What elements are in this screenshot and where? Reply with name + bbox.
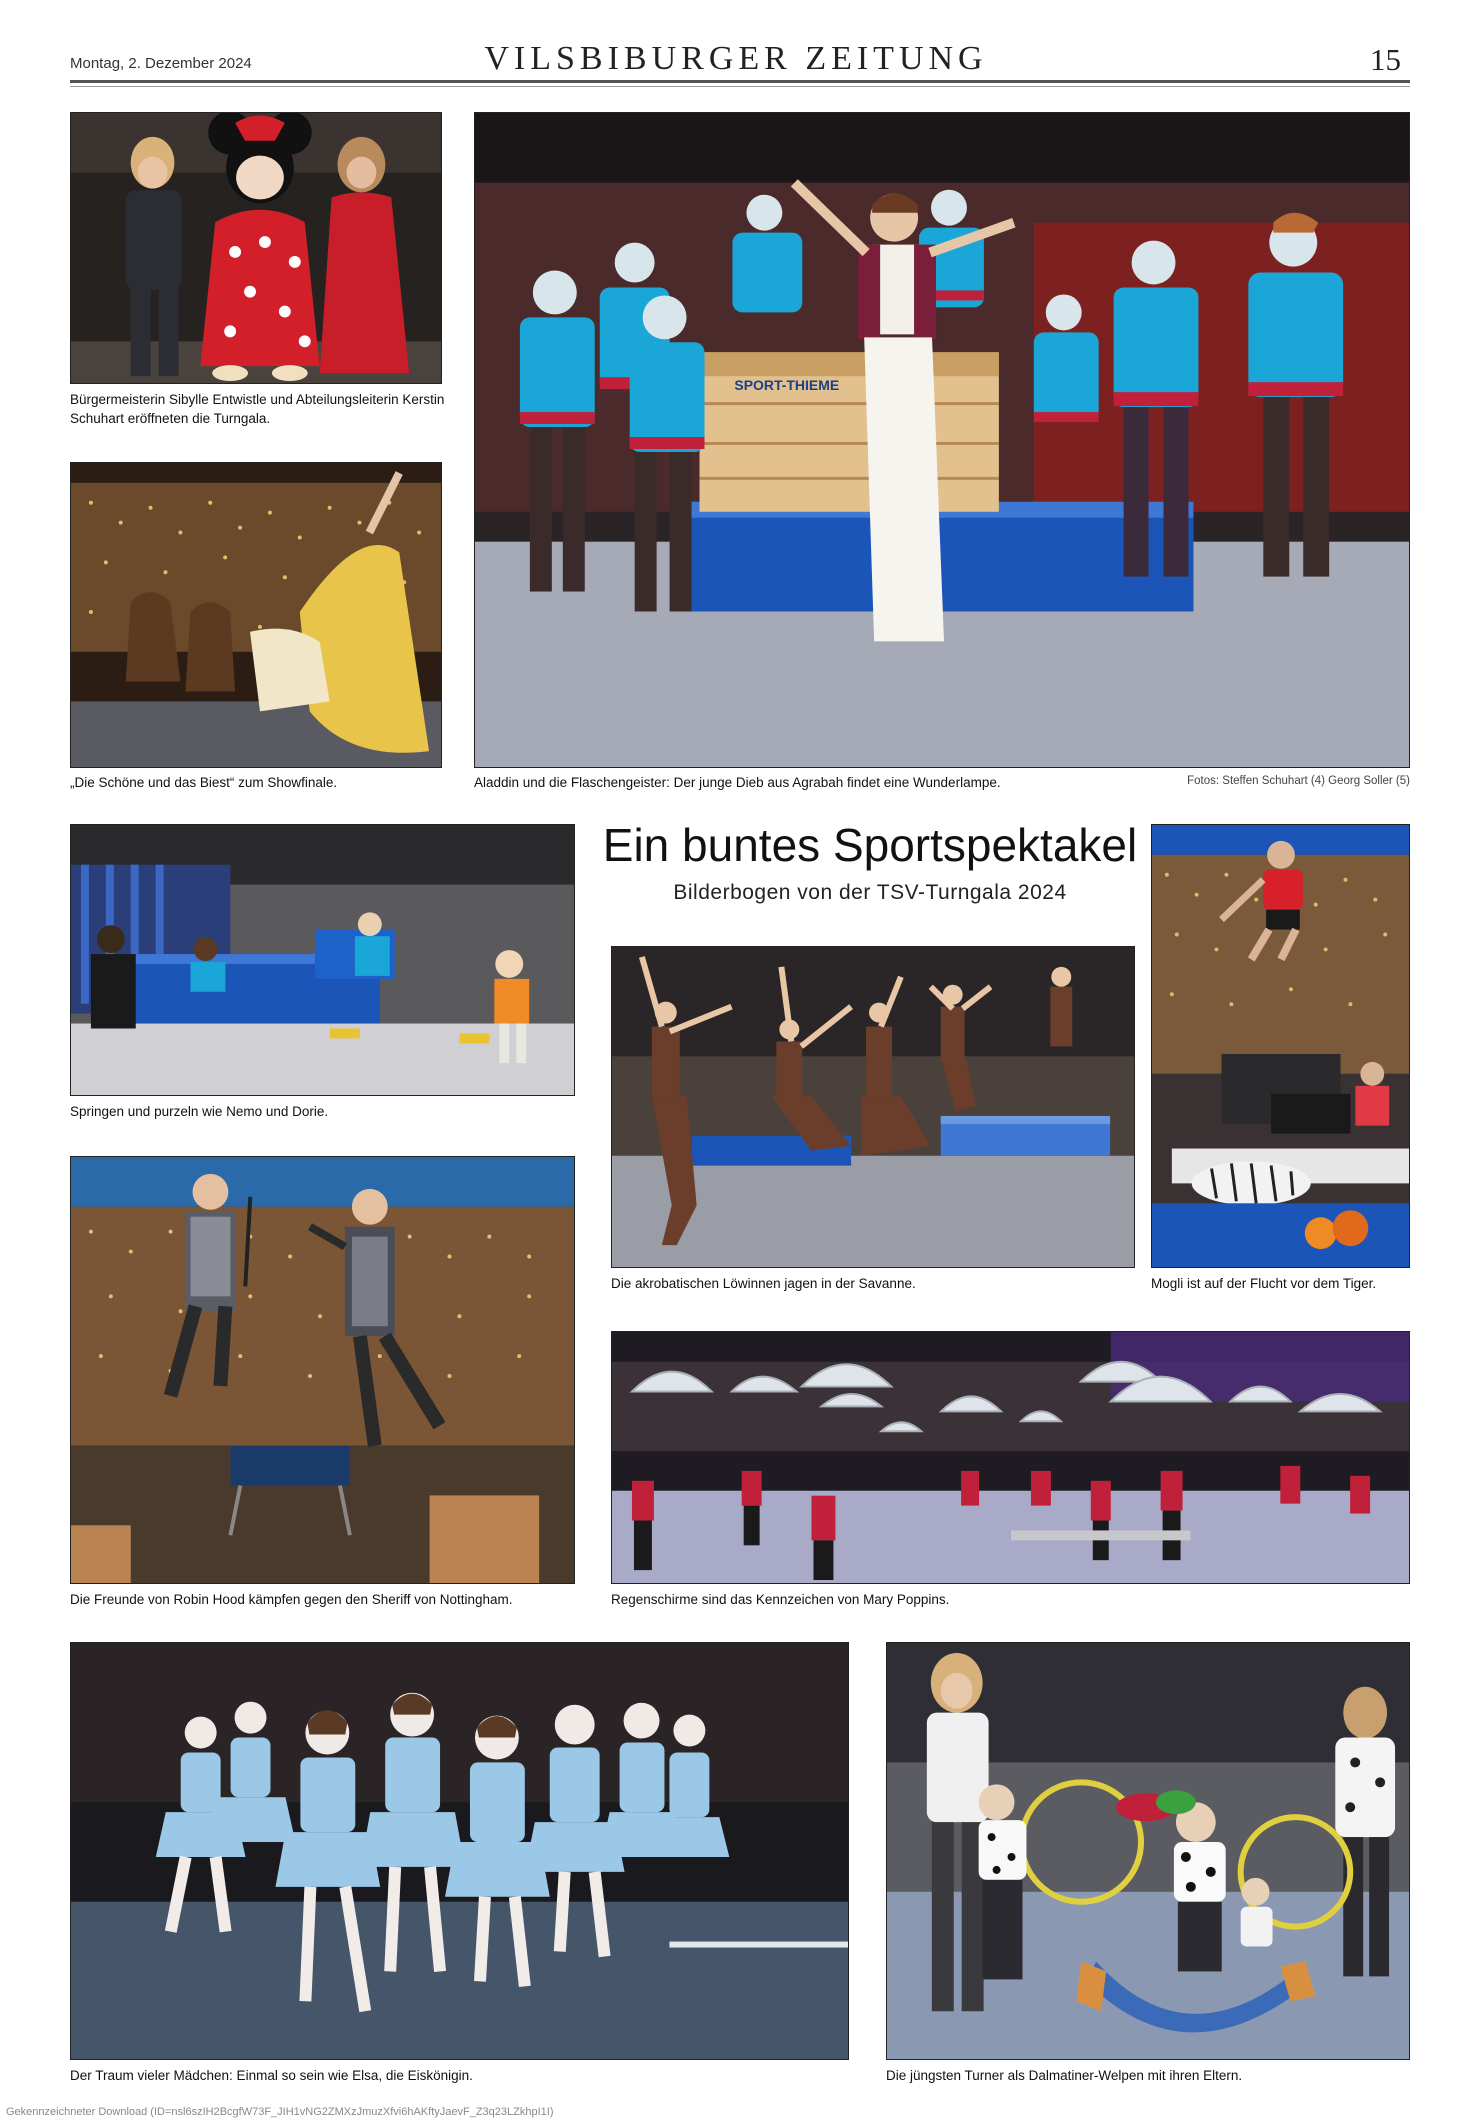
- newspaper-name: VILSBIBURGER ZEITUNG: [484, 40, 988, 77]
- issue-date: Montag, 2. Dezember 2024: [70, 55, 252, 72]
- caption-nemo-dorie: Springen und purzeln wie Nemo und Dorie.: [70, 1104, 329, 1119]
- caption-dalmatians: Die jüngsten Turner als Dalmatiner-Welpen mit ihren Eltern.: [886, 2068, 1243, 2083]
- photo-elsa: [70, 1642, 849, 2060]
- caption-mary-poppins: Regenschirme sind das Kennzeichen von Mary Poppins.: [611, 1592, 950, 1607]
- article-headline: Ein buntes Sportspektakel: [602, 819, 1138, 871]
- photo-opening: [70, 112, 442, 384]
- photo-beauty-and-beast: [70, 462, 442, 768]
- caption-beauty-and-beast: „Die Schöne und das Biest“ zum Showfinale.: [70, 775, 338, 790]
- article-subheadline: Bilderbogen von der TSV-Turngala 2024: [673, 881, 1067, 904]
- caption-aladdin: Aladdin und die Flaschengeister: Der junge Dieb aus Agrabah findet eine Wunderlampe.: [474, 775, 1001, 790]
- photo-credit: Fotos: Steffen Schuhart (4) Georg Soller (5): [1187, 775, 1410, 787]
- header-rule: [70, 80, 1410, 83]
- photo-robin-hood: [70, 1156, 575, 1584]
- photo-nemo-dorie: [70, 824, 575, 1096]
- photo-lionesses: [611, 946, 1135, 1268]
- caption-opening: Bürgermeisterin Sibylle Entwistle und Abteilungsleiterin Kerstin Schuhart eröffneten die Turngala.: [70, 392, 445, 426]
- box-brand-label: SPORT-THIEME: [734, 377, 840, 394]
- header-rule-thin: [70, 86, 1410, 87]
- download-watermark: Gekennzeichneter Download (ID=nsl6szIH2BcgfW73F_JIH1vNG2ZMXzJmuzXfvi6hAKftyJaevF_Z3q23LZkhpI1I): [6, 2106, 554, 2118]
- photo-mary-poppins: [611, 1331, 1410, 1584]
- photo-mogli: [1151, 824, 1410, 1268]
- caption-elsa: Der Traum vieler Mädchen: Einmal so sein wie Elsa, die Eiskönigin.: [70, 2068, 473, 2083]
- caption-mogli: Mogli ist auf der Flucht vor dem Tiger.: [1151, 1276, 1377, 1291]
- caption-robin-hood: Die Freunde von Robin Hood kämpfen gegen den Sheriff von Nottingham.: [70, 1592, 513, 1607]
- page-number: 15: [1370, 42, 1401, 77]
- photo-dalmatians: [886, 1642, 1410, 2060]
- photo-aladdin: [474, 112, 1410, 768]
- caption-lionesses: Die akrobatischen Löwinnen jagen in der Savanne.: [611, 1276, 916, 1291]
